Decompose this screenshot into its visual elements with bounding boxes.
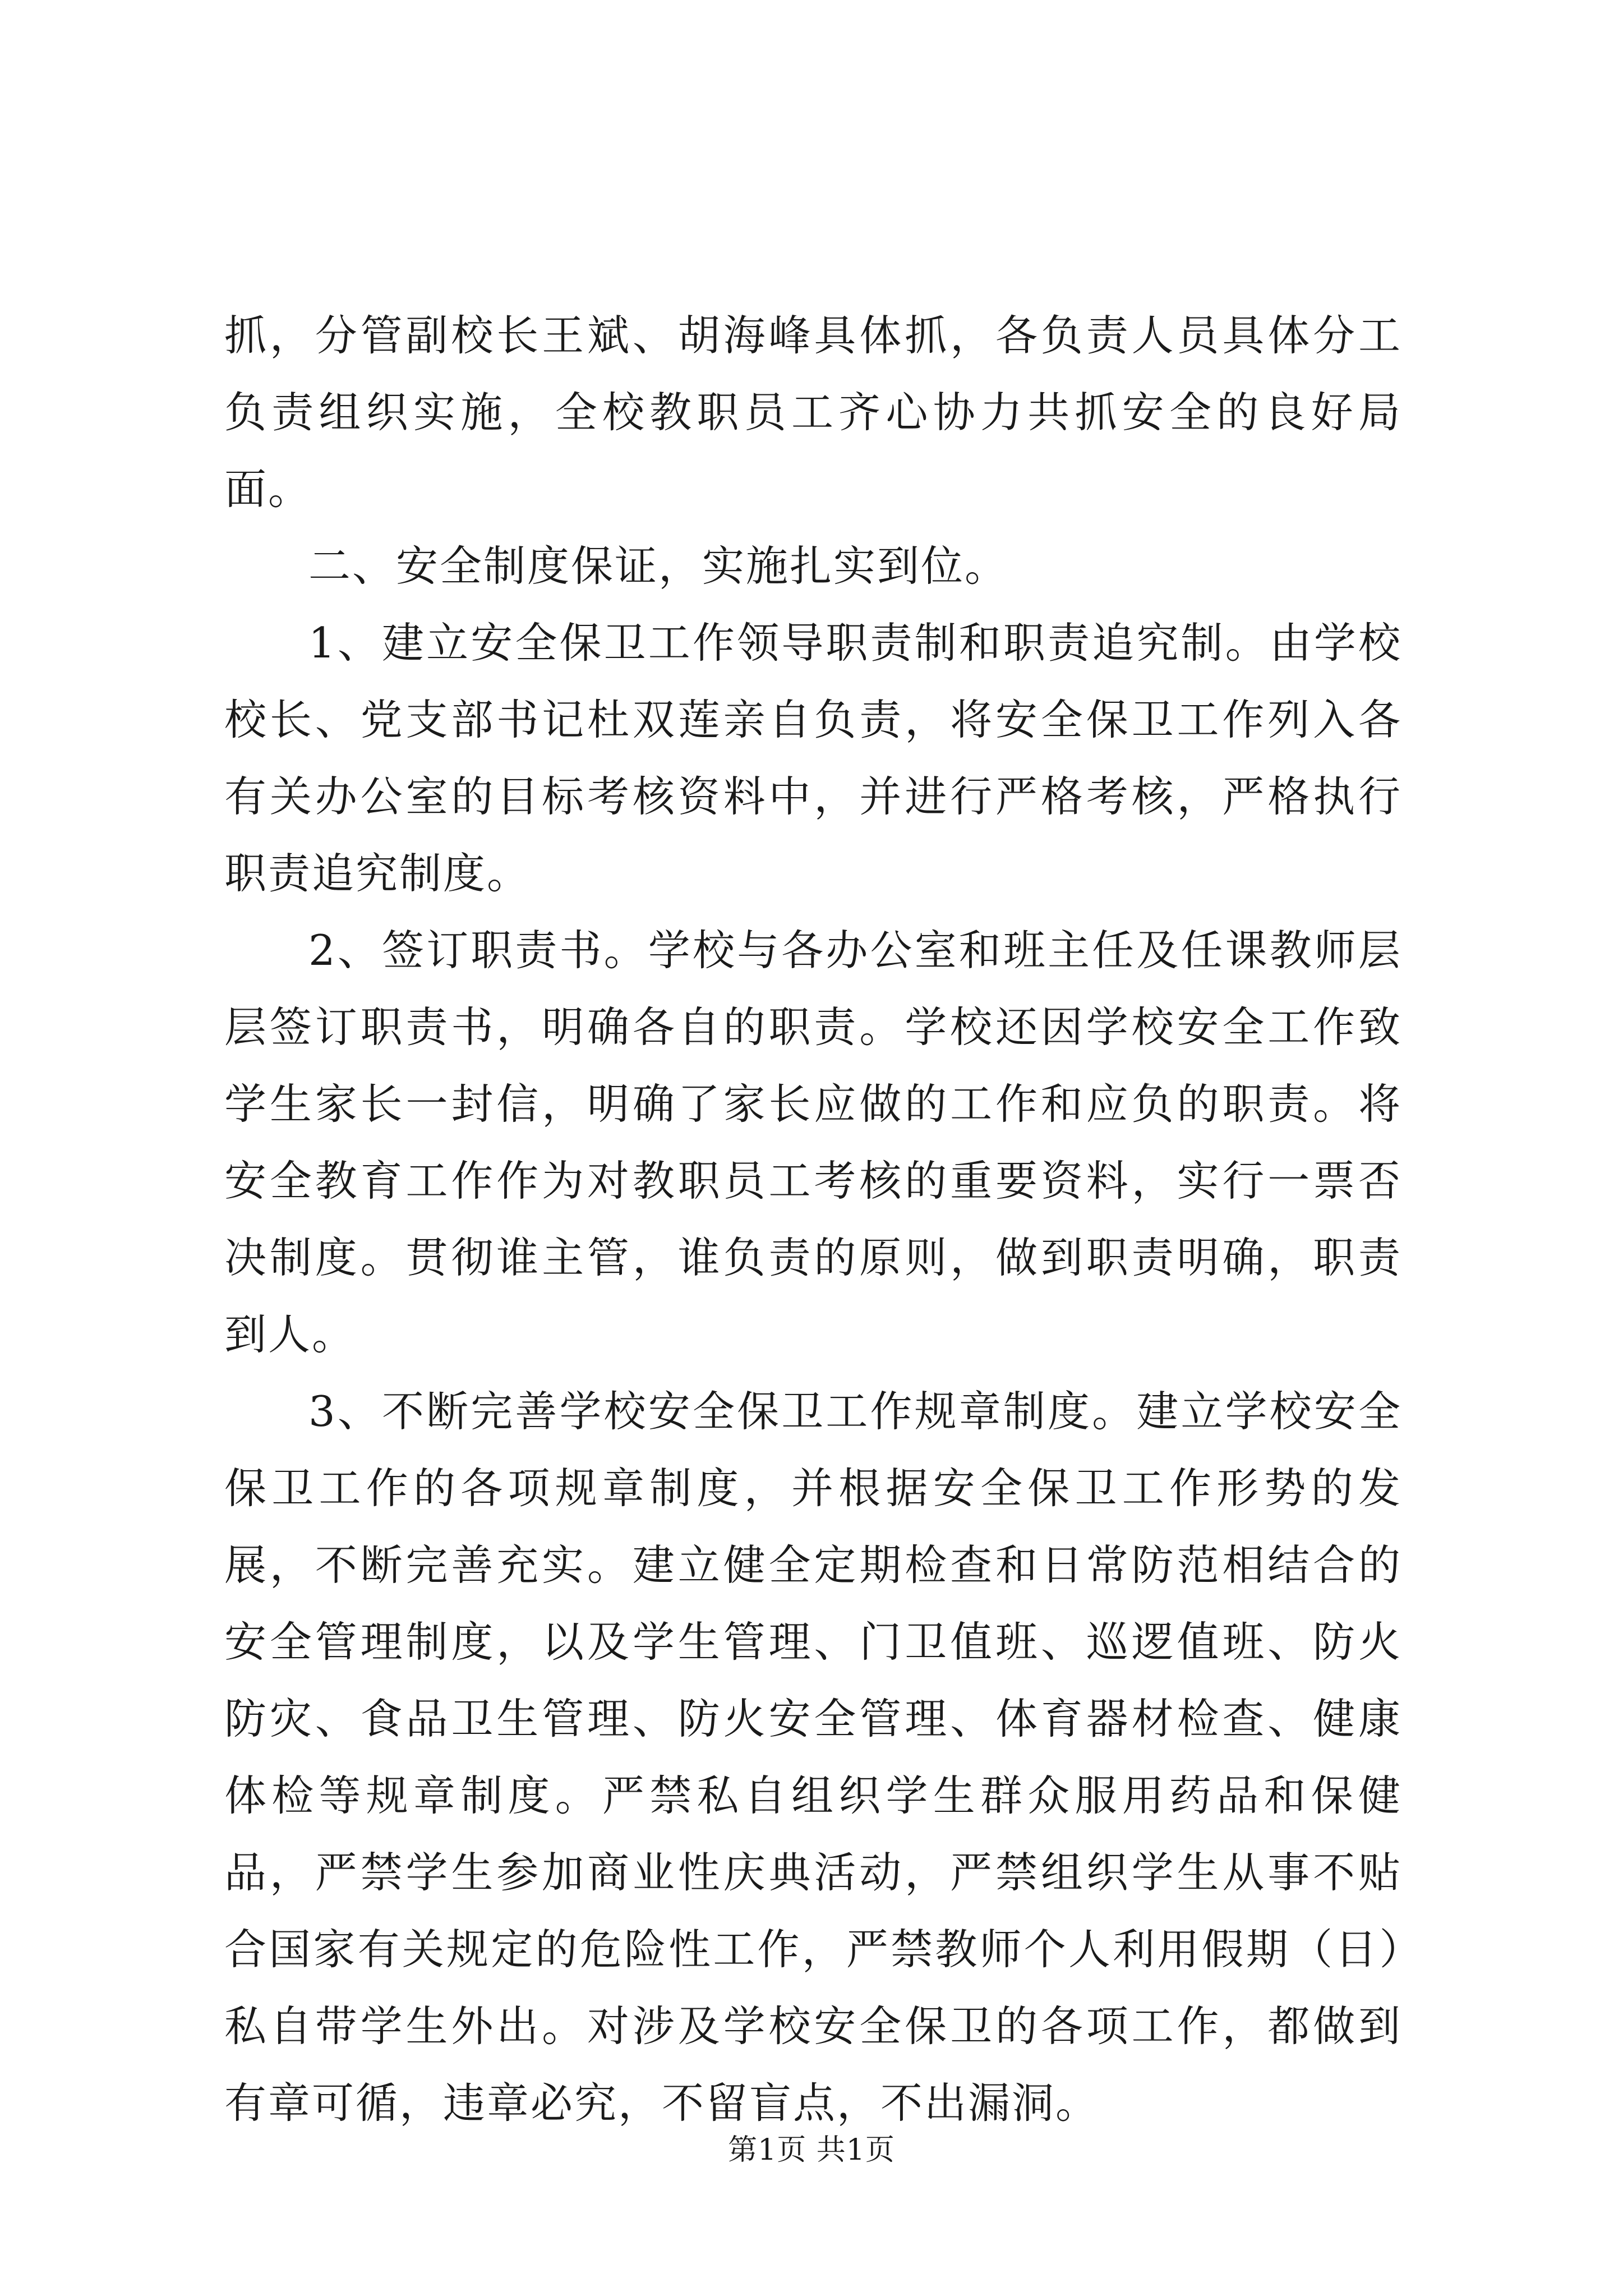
section-heading: 二、安全制度保证，实施扎实到位。 xyxy=(308,541,1009,591)
page-footer: 第1页 共1页 xyxy=(728,2133,895,2167)
document-body xyxy=(224,297,1402,2142)
paragraph-continuation: 抓，分管副校长王斌、胡海峰具体抓，各负责人员具体分工负责组织实施，全校教职员工齐心协力共抓安全的良好局面。 xyxy=(224,311,1402,514)
paragraph-item-1: 1、建立安全保卫工作领导职责制和职责追究制。由学校校长、党支部书记杜双莲亲自负责，将安全保卫工作列入各有关办公室的目标考核资料中，并进行严格考核，严格执行职责追究制度。 xyxy=(224,618,1402,898)
paragraph-item-2: 2、签订职责书。学校与各办公室和班主任及任课教师层层签订职责书，明确各自的职责。学校还因学校安全工作致学生家长一封信，明确了家长应做的工作和应负的职责。将安全教育工作作为对教职员工考核的重要资料，实行一票否决制度。贯彻谁主管，谁负责的原则，做到职责明确，职责到人。 xyxy=(224,926,1402,1359)
paragraph-item-3: 3、不断完善学校安全保卫工作规章制度。建立学校安全保卫工作的各项规章制度，并根据安全保卫工作形势的发展，不断完善充实。建立健全定期检查和日常防范相结合的安全管理制度，以及学生管理、门卫值班、巡逻值班、防火防灾、食品卫生管理、防火安全管理、体育器材检查、健康体检等规章制度。严禁私自组织学生群众服用药品和保健品，严禁学生参加商业性庆典活动，严禁组织学生从事不贴合国家有关规定的危险性工作，严禁教师个人利用假期（日）私自带学生外出。对涉及学校安全保卫的各项工作，都做到有章可循，违章必究，不留盲点，不出漏洞。 xyxy=(224,1387,1402,2128)
